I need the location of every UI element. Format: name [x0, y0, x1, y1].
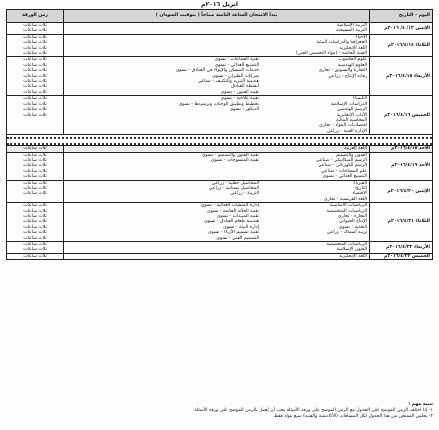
subjects-technical	[64, 181, 265, 203]
day-cell: الخميس ٢٠١٦/٤/١٦م	[370, 96, 433, 135]
time-item: ثلاث ساعات	[23, 84, 47, 90]
time-item: ثلاث ساعات	[23, 89, 47, 95]
time-item: ثلاث ساعات	[23, 34, 47, 40]
subjects-wrap	[64, 146, 369, 151]
subject-item: العلوم الهندسية	[337, 62, 367, 68]
subject-item: اللغة الإنجليزية	[339, 253, 367, 259]
subjects-cell	[64, 203, 370, 242]
subject-item: تقنية الحالة الخاصة - نسوي	[207, 208, 259, 214]
subjects-cell	[64, 253, 370, 259]
subject-item: الإدارة الفنية - زراعي	[326, 128, 367, 134]
subjects-main	[265, 57, 369, 95]
time-cell	[7, 34, 64, 57]
subject-item: رقابة الإنتاج - زراعي	[328, 73, 367, 79]
subject-item: الإنتاج الحيواني	[338, 219, 367, 225]
timetable-body	[7, 23, 433, 260]
time-item: ثلاث ساعات	[23, 45, 47, 51]
time-item: ثلاث ساعات	[23, 146, 47, 152]
subject-item: الفنون الإسلامية	[336, 247, 367, 253]
subjects-technical	[64, 203, 265, 241]
subject-item: تقنية علاجية - نسوي	[220, 96, 259, 102]
time-item: ثلاث ساعات	[23, 203, 47, 209]
day-row	[7, 180, 433, 203]
subjects-cell	[64, 23, 370, 35]
subjects-main	[265, 203, 369, 241]
subjects-cell	[64, 146, 370, 152]
subject-item: التغذية - نسوي	[338, 224, 367, 230]
separator-cell	[7, 135, 433, 146]
subject-item: التصميم الفني - نسوي	[216, 235, 259, 241]
time-item: ثلاث ساعات	[23, 219, 47, 225]
day-row	[7, 23, 433, 35]
chain-border	[7, 137, 432, 145]
notes-title: تنبيه مهم :	[408, 402, 433, 407]
subjects-technical	[64, 254, 265, 259]
subject-item: اقتصاديات المواد - تجاري	[319, 123, 367, 129]
day-cell: الثلاثاء ٢٠١٦/٤/١٤م	[370, 34, 433, 57]
time-item: ثلاث ساعات	[23, 230, 47, 236]
subjects-cell	[64, 152, 370, 180]
subject-item: التاريخ	[355, 185, 367, 191]
time-item: ثلاث ساعات	[23, 168, 47, 174]
day-row	[7, 57, 433, 96]
subjects-wrap	[64, 254, 369, 259]
subject-item: التربية المسيحية	[336, 28, 367, 34]
subject-item: الفنون والتصميم	[336, 152, 367, 158]
day-cell: الإثنين ١٢/ ٤/ ٢٠١٦م	[370, 23, 433, 35]
timetable	[6, 9, 433, 260]
day-cell: الأربعاء ٢٠١٦/٤/٢٢م	[370, 242, 433, 254]
header-subject: يبدأ الامتحان الساعة الثامنة صباحاً ( بتوقيت السودان )	[64, 10, 370, 23]
time-cell	[7, 96, 64, 135]
day-row	[7, 253, 433, 259]
day-cell: الأحد ٢٠١٦/٤/١٨م	[370, 146, 433, 152]
subject-item: الكيمياء	[352, 96, 367, 102]
subjects-cell	[64, 57, 370, 96]
subject-item: الرياضيات المتخصصة	[326, 242, 367, 248]
subjects-technical	[64, 146, 265, 151]
subject-item: الفنية الخاصة - (مواد التخصص الفني)	[295, 51, 367, 57]
time-item: ثلاث ساعات	[23, 163, 47, 169]
subject-item: تقنية المبيدات - نسوي	[216, 214, 259, 219]
subjects-technical	[64, 242, 265, 253]
time-cell	[7, 242, 64, 254]
subjects-main	[265, 254, 369, 259]
subject-item: التصنيع الغذائي - نسوي	[214, 62, 259, 68]
time-item: ثلاث ساعات	[23, 242, 47, 248]
subjects-main	[265, 242, 369, 253]
time-item: ثلاث ساعات	[23, 208, 47, 214]
time-item: ثلاث ساعات	[23, 157, 47, 163]
subject-item: الاقتصاد	[352, 191, 367, 197]
subject-item: الرياضيات الأساسية	[329, 203, 367, 209]
subjects-cell	[64, 180, 370, 203]
subject-item: خدمات المسكن والإيواء في الفنادق - نسوي	[175, 68, 259, 74]
subject-item: تقنية تصميم الأزياء - نسوي	[208, 230, 259, 236]
subjects-technical	[64, 35, 265, 57]
subjects-cell	[64, 242, 370, 254]
time-item: ثلاث ساعات	[23, 224, 47, 230]
header-row	[7, 10, 433, 23]
time-cell	[7, 152, 64, 180]
time-item: ثلاث ساعات	[23, 40, 47, 46]
subjects-technical	[64, 96, 265, 134]
subject-item: التجارة والتسويق - تجاري	[318, 68, 367, 74]
subject-item: علوم الحاسوب	[338, 57, 367, 63]
day-row	[7, 96, 433, 135]
subject-item: تربية أسماك - زراعي	[326, 230, 367, 236]
time-item: ثلاث ساعات	[23, 28, 47, 34]
time-item: ثلاث ساعات	[23, 214, 47, 219]
time-item: ثلاث ساعات	[23, 152, 47, 158]
subject-item: علم المساحات - صناعي	[320, 168, 367, 174]
time-item: ثلاث ساعات	[23, 23, 47, 28]
time-item: ثلاث ساعات	[23, 68, 47, 74]
subject-item: المحاسبة المالية	[336, 117, 367, 123]
header-day: اليوم - التاريخ	[370, 10, 433, 23]
day-row	[7, 242, 433, 254]
day-row	[7, 34, 433, 57]
subjects-main	[265, 181, 369, 203]
subjects-wrap	[64, 153, 369, 180]
subject-item: الدراسات الإسلامية	[330, 101, 367, 107]
subject-item: أنشطة الفنادق	[231, 84, 259, 90]
time-item: ثلاث ساعات	[23, 235, 47, 241]
time-item: ثلاث ساعات	[23, 107, 47, 113]
subject-item: الآداب الإنجليزية	[336, 112, 367, 118]
subject-item: تقنية الفنون والتصميم - نسوي	[201, 152, 259, 158]
time-item: ثلاث ساعات	[23, 191, 47, 197]
subject-item: التجارة - تجاري	[337, 214, 367, 219]
day-row	[7, 203, 433, 242]
subjects-cell	[64, 96, 370, 135]
day-cell: الثلاثاء ٢٠١٦/٤/٢١م	[370, 203, 433, 242]
note-item: ١- إذا اختلف الزمن الموضح على الجدول مع الزمن الموضح على ورقة الأسئلة يجب أن يُعمل بالزمن الموضح على ورقة الأسئلة.	[192, 408, 433, 413]
time-cell	[7, 180, 64, 203]
time-item: ثلاث ساعات	[23, 247, 47, 253]
time-item: ثلاث ساعات	[23, 96, 47, 102]
subject-item: المحاصيل بستانية - زراعي	[208, 185, 259, 191]
subject-item: تخطيط وتطبيق الوجبات وترشيدها - نسوي	[178, 101, 259, 107]
subject-item: التصنيع الغذائي - نسوي	[322, 174, 367, 180]
subjects-technical	[64, 23, 265, 34]
subject-item: تقنية المنسوجات - نسوي	[211, 157, 259, 163]
time-item: ثلاث ساعات	[23, 79, 47, 85]
day-cell: الإثنين ٢٠١٦/٤/٢٠م	[370, 180, 433, 203]
subject-item: الرسم الكهربائي - صناعي	[317, 163, 367, 169]
day-cell: الأحد ٢٠١٦/٤/١٩م	[370, 152, 433, 180]
time-cell	[7, 253, 64, 259]
time-item: ثلاث ساعات	[23, 174, 47, 180]
subjects-wrap	[64, 23, 369, 34]
notes	[6, 402, 433, 420]
time-item: ثلاث ساعات	[23, 253, 47, 259]
subject-item: شركات الطيران - نسوي	[212, 73, 259, 79]
separator-row	[7, 135, 433, 146]
subject-item: الجغرافيا والدراسات البيئية	[316, 40, 367, 46]
subjects-cell	[64, 34, 370, 57]
subject-item: تقنية الجماعات - نسوي	[214, 57, 259, 63]
subject-item: التربية - زراعي	[230, 191, 259, 197]
time-item: ثلاث ساعات	[23, 185, 47, 191]
subject-item: إدارة البيئة - نسوي	[223, 224, 259, 230]
subject-item: هندسة التبريد والتكييف - صناعي	[197, 79, 259, 85]
subjects-technical	[64, 57, 265, 95]
day-cell: الأربعاء ٢٠١٦/٤/١٥م	[370, 57, 433, 96]
subject-item: الرسم الهندسي	[337, 107, 367, 113]
note-item: ٢- يجلس الممتحن من هذا الجدول لكل المساقات (الأكاديمية والفنية) سبع مواد فقط.	[272, 414, 433, 419]
subjects-main	[265, 153, 369, 180]
subjects-main	[265, 146, 369, 151]
subjects-wrap	[64, 181, 369, 203]
time-cell	[7, 23, 64, 35]
subjects-technical	[64, 153, 265, 180]
subjects-main	[265, 35, 369, 57]
subjects-wrap	[64, 35, 369, 57]
subject-item: اللغة الفرنسية - تجاري	[323, 196, 367, 202]
subject-item: اللغة العربية	[344, 146, 367, 152]
subjects-wrap	[64, 96, 369, 134]
subject-item: الرياضيات المتخصصة	[326, 208, 367, 214]
time-item: ثلاث ساعات	[23, 101, 47, 107]
time-item: ثلاث ساعات	[23, 51, 47, 57]
time-cell	[7, 203, 64, 242]
time-item: ثلاث ساعات	[23, 62, 47, 68]
subject-item: الفيزياء	[353, 180, 367, 186]
subjects-wrap	[64, 57, 369, 95]
subjects-main	[265, 23, 369, 34]
subject-item: الأحياء	[355, 34, 367, 40]
time-item: ثلاث ساعات	[23, 180, 47, 186]
subjects-main	[265, 96, 369, 134]
day-row	[7, 146, 433, 152]
subject-item: اللغة الإنجليزية	[339, 45, 367, 51]
subject-item: الديكور - نسوي	[229, 107, 259, 113]
subject-item: إدارة المنشآت الغذائية - نسوي	[200, 203, 259, 209]
day-cell: الخميس ٢٠١٦/٤/٢٣م	[370, 253, 433, 259]
day-row	[7, 152, 433, 180]
time-item: ثلاث ساعات	[23, 57, 47, 63]
month-title: ابريل ٢٠١٦م	[201, 1, 238, 8]
subject-item: الرسم الميكانيكي - صناعي	[315, 157, 367, 163]
subject-item: التربية الإسلامية	[337, 23, 367, 28]
time-item: ثلاث ساعات	[23, 112, 47, 118]
subject-item: المحاصيل حقلية - زراعي	[211, 180, 259, 186]
time-cell	[7, 57, 64, 96]
subject-item: هندسة طعام الفنادق - نسوي	[204, 219, 259, 225]
subjects-wrap	[64, 242, 369, 253]
subjects-wrap	[64, 203, 369, 241]
header-time: زمن الورقة	[7, 10, 64, 23]
subject-item: تقنية الفنون - نسوي	[220, 89, 259, 95]
time-item: ثلاث ساعات	[23, 73, 47, 79]
